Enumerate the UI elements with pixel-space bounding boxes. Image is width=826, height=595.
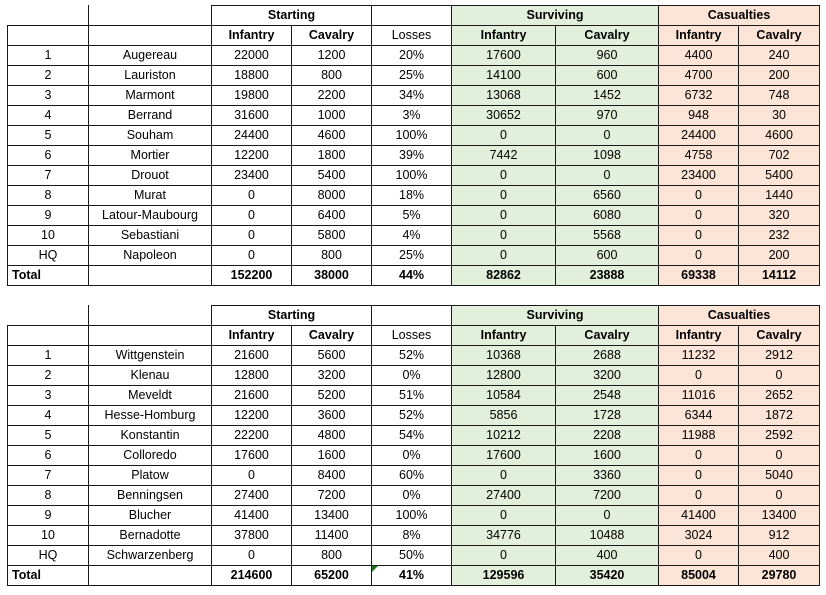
surviving-cavalry: 6080 [556,206,659,226]
allied-corps-table [7,305,820,586]
casualties-cavalry: 1872 [739,406,820,426]
header-surviving-cavalry: Cavalry [556,326,659,346]
starting-infantry: 12800 [212,366,292,386]
starting-cavalry: 8000 [292,186,372,206]
losses-percent: 50% [372,546,452,566]
total-label: Total [8,266,89,286]
losses-percent: 8% [372,526,452,546]
header-blank-name [89,306,212,326]
casualties-infantry: 0 [659,186,739,206]
losses-percent: 52% [372,406,452,426]
surviving-infantry: 0 [452,206,556,226]
starting-infantry: 18800 [212,66,292,86]
corps-id: 10 [8,526,89,546]
losses-percent: 4% [372,226,452,246]
casualties-infantry: 4700 [659,66,739,86]
commander-name: Platow [89,466,212,486]
header-blank-id [8,6,89,26]
casualties-cavalry: 200 [739,66,820,86]
table-row [8,66,820,86]
casualties-infantry: 0 [659,446,739,466]
table-row [8,246,820,266]
surviving-infantry: 10212 [452,426,556,446]
total-blank-name [89,266,212,286]
casualties-cavalry: 748 [739,86,820,106]
total-losses-percent: 41% [372,566,452,586]
casualties-cavalry: 2592 [739,426,820,446]
header-group-row [8,6,820,26]
starting-infantry: 0 [212,226,292,246]
starting-cavalry: 800 [292,246,372,266]
commander-name: Hesse-Homburg [89,406,212,426]
surviving-cavalry: 1098 [556,146,659,166]
table-row [8,366,820,386]
corps-id: 2 [8,366,89,386]
table-row [8,386,820,406]
surviving-cavalry: 5568 [556,226,659,246]
starting-cavalry: 4800 [292,426,372,446]
table-row [8,86,820,106]
surviving-infantry: 0 [452,226,556,246]
losses-percent: 60% [372,466,452,486]
starting-cavalry: 13400 [292,506,372,526]
starting-cavalry: 7200 [292,486,372,506]
corps-id: 2 [8,66,89,86]
total-starting-infantry: 214600 [212,566,292,586]
casualties-cavalry: 400 [739,546,820,566]
starting-cavalry: 800 [292,546,372,566]
starting-cavalry: 1000 [292,106,372,126]
commander-name: Mortier [89,146,212,166]
header-surviving: Surviving [452,306,659,326]
casualties-infantry: 0 [659,206,739,226]
losses-percent: 0% [372,486,452,506]
starting-infantry: 37800 [212,526,292,546]
starting-infantry: 27400 [212,486,292,506]
losses-percent: 5% [372,206,452,226]
starting-infantry: 21600 [212,346,292,366]
casualties-cavalry: 0 [739,486,820,506]
surviving-infantry: 14100 [452,66,556,86]
total-casualties-cavalry: 29780 [739,566,820,586]
casualties-infantry: 6344 [659,406,739,426]
commander-name: Meveldt [89,386,212,406]
table-row [8,126,820,146]
total-surviving-cavalry: 23888 [556,266,659,286]
commander-name: Augereau [89,46,212,66]
casualties-infantry: 0 [659,226,739,246]
total-blank-name [89,566,212,586]
total-casualties-infantry: 85004 [659,566,739,586]
casualties-infantry: 3024 [659,526,739,546]
casualties-cavalry: 13400 [739,506,820,526]
header-surviving: Surviving [452,6,659,26]
table-row [8,166,820,186]
corps-id: 5 [8,126,89,146]
commander-name: Klenau [89,366,212,386]
table-row [8,486,820,506]
casualties-cavalry: 1440 [739,186,820,206]
casualties-cavalry: 0 [739,446,820,466]
casualties-cavalry: 4600 [739,126,820,146]
starting-cavalry: 3200 [292,366,372,386]
surviving-infantry: 0 [452,126,556,146]
corps-id: 1 [8,346,89,366]
casualties-infantry: 41400 [659,506,739,526]
surviving-cavalry: 600 [556,66,659,86]
surviving-cavalry: 7200 [556,486,659,506]
corps-id: 7 [8,166,89,186]
corps-id: 1 [8,46,89,66]
corps-id: 8 [8,486,89,506]
corps-id: 4 [8,106,89,126]
casualties-infantry: 24400 [659,126,739,146]
header-surviving-infantry: Infantry [452,26,556,46]
casualties-infantry: 0 [659,466,739,486]
total-losses-percent: 44% [372,266,452,286]
commander-name: Schwarzenberg [89,546,212,566]
corps-id: 6 [8,446,89,466]
table-row [8,146,820,166]
surviving-infantry: 0 [452,546,556,566]
corps-id: 9 [8,206,89,226]
header-losses: Losses [372,326,452,346]
surviving-infantry: 17600 [452,446,556,466]
casualties-infantry: 948 [659,106,739,126]
starting-infantry: 17600 [212,446,292,466]
total-starting-cavalry: 65200 [292,566,372,586]
casualties-infantry: 0 [659,246,739,266]
starting-cavalry: 5200 [292,386,372,406]
corps-id: 8 [8,186,89,206]
surviving-cavalry: 3360 [556,466,659,486]
commander-name: Benningsen [89,486,212,506]
surviving-cavalry: 1600 [556,446,659,466]
table-row [8,466,820,486]
surviving-infantry: 0 [452,166,556,186]
commander-name: Latour-Maubourg [89,206,212,226]
commander-name: Lauriston [89,66,212,86]
surviving-infantry: 0 [452,506,556,526]
starting-cavalry: 1200 [292,46,372,66]
header-blank-name [89,6,212,26]
corps-id: 7 [8,466,89,486]
casualties-cavalry: 2652 [739,386,820,406]
surviving-infantry: 0 [452,246,556,266]
starting-cavalry: 2200 [292,86,372,106]
surviving-infantry: 5856 [452,406,556,426]
commander-name: Murat [89,186,212,206]
starting-infantry: 22200 [212,426,292,446]
starting-cavalry: 1600 [292,446,372,466]
commander-name: Drouot [89,166,212,186]
surviving-infantry: 27400 [452,486,556,506]
surviving-cavalry: 0 [556,126,659,146]
header-losses: Losses [372,26,452,46]
table-row [8,446,820,466]
casualties-infantry: 11016 [659,386,739,406]
surviving-cavalry: 2548 [556,386,659,406]
starting-infantry: 19800 [212,86,292,106]
losses-percent: 0% [372,446,452,466]
total-row [8,266,820,286]
corps-id: 10 [8,226,89,246]
surviving-cavalry: 960 [556,46,659,66]
casualties-cavalry: 30 [739,106,820,126]
header-casualties: Casualties [659,6,820,26]
starting-infantry: 22000 [212,46,292,66]
losses-percent: 39% [372,146,452,166]
casualties-cavalry: 912 [739,526,820,546]
corps-id: 3 [8,386,89,406]
header-casualties-cavalry: Cavalry [739,26,820,46]
commander-name: Souham [89,126,212,146]
surviving-infantry: 17600 [452,46,556,66]
header-casualties-infantry: Infantry [659,326,739,346]
header-starting: Starting [212,306,372,326]
corps-id: 9 [8,506,89,526]
corps-id: 4 [8,406,89,426]
starting-infantry: 0 [212,546,292,566]
surviving-cavalry: 970 [556,106,659,126]
commander-name: Sebastiani [89,226,212,246]
surviving-infantry: 10368 [452,346,556,366]
casualties-infantry: 23400 [659,166,739,186]
surviving-infantry: 7442 [452,146,556,166]
starting-infantry: 23400 [212,166,292,186]
table-row [8,406,820,426]
starting-infantry: 31600 [212,106,292,126]
losses-percent: 100% [372,126,452,146]
surviving-infantry: 12800 [452,366,556,386]
header-starting-cavalry: Cavalry [292,326,372,346]
losses-percent: 0% [372,366,452,386]
header-starting-infantry: Infantry [212,326,292,346]
header-blank-losses [372,6,452,26]
header-starting-cavalry: Cavalry [292,26,372,46]
casualties-infantry: 0 [659,546,739,566]
losses-percent: 51% [372,386,452,406]
corps-id: HQ [8,246,89,266]
losses-percent: 100% [372,506,452,526]
casualties-infantry: 4758 [659,146,739,166]
table-row [8,506,820,526]
surviving-infantry: 30652 [452,106,556,126]
casualties-cavalry: 5400 [739,166,820,186]
surviving-cavalry: 3200 [556,366,659,386]
starting-infantry: 12200 [212,406,292,426]
table-row [8,546,820,566]
header-starting-infantry: Infantry [212,26,292,46]
header-surviving-infantry: Infantry [452,326,556,346]
casualties-cavalry: 320 [739,206,820,226]
starting-infantry: 41400 [212,506,292,526]
commander-name: Konstantin [89,426,212,446]
losses-percent: 52% [372,346,452,366]
casualties-cavalry: 2912 [739,346,820,366]
casualties-cavalry: 702 [739,146,820,166]
table-row [8,426,820,446]
header-blank-name-2 [89,326,212,346]
casualties-cavalry: 232 [739,226,820,246]
total-casualties-infantry: 69338 [659,266,739,286]
surviving-infantry: 13068 [452,86,556,106]
surviving-cavalry: 2688 [556,346,659,366]
commander-name: Wittgenstein [89,346,212,366]
casualties-infantry: 0 [659,366,739,386]
starting-cavalry: 4600 [292,126,372,146]
starting-infantry: 12200 [212,146,292,166]
casualties-infantry: 11232 [659,346,739,366]
starting-infantry: 0 [212,466,292,486]
starting-cavalry: 5800 [292,226,372,246]
starting-infantry: 24400 [212,126,292,146]
starting-infantry: 0 [212,246,292,266]
surviving-infantry: 0 [452,466,556,486]
table-row [8,206,820,226]
losses-percent: 100% [372,166,452,186]
losses-percent: 34% [372,86,452,106]
header-blank-id-2 [8,26,89,46]
losses-percent: 18% [372,186,452,206]
header-casualties: Casualties [659,306,820,326]
header-casualties-infantry: Infantry [659,26,739,46]
casualties-cavalry: 0 [739,366,820,386]
surviving-cavalry: 2208 [556,426,659,446]
starting-infantry: 0 [212,186,292,206]
casualties-cavalry: 5040 [739,466,820,486]
commander-name: Marmont [89,86,212,106]
table-row [8,46,820,66]
casualties-infantry: 6732 [659,86,739,106]
commander-name: Bernadotte [89,526,212,546]
header-blank-losses [372,306,452,326]
table-row [8,186,820,206]
commander-name: Napoleon [89,246,212,266]
starting-cavalry: 800 [292,66,372,86]
table-row [8,226,820,246]
surviving-infantry: 0 [452,186,556,206]
starting-infantry: 0 [212,206,292,226]
casualties-cavalry: 240 [739,46,820,66]
surviving-cavalry: 1452 [556,86,659,106]
surviving-cavalry: 0 [556,506,659,526]
starting-cavalry: 5400 [292,166,372,186]
starting-cavalry: 6400 [292,206,372,226]
total-starting-cavalry: 38000 [292,266,372,286]
surviving-cavalry: 600 [556,246,659,266]
corps-id: 5 [8,426,89,446]
losses-percent: 20% [372,46,452,66]
table-row [8,526,820,546]
header-blank-name-2 [89,26,212,46]
casualties-infantry: 4400 [659,46,739,66]
total-casualties-cavalry: 14112 [739,266,820,286]
starting-cavalry: 8400 [292,466,372,486]
starting-cavalry: 5600 [292,346,372,366]
header-surviving-cavalry: Cavalry [556,26,659,46]
header-column-row [8,26,820,46]
surviving-cavalry: 400 [556,546,659,566]
table-row [8,346,820,366]
surviving-cavalry: 0 [556,166,659,186]
losses-percent: 25% [372,246,452,266]
french-corps-table [7,5,820,286]
commander-name: Blucher [89,506,212,526]
surviving-infantry: 34776 [452,526,556,546]
header-group-row [8,306,820,326]
total-surviving-infantry: 129596 [452,566,556,586]
total-starting-infantry: 152200 [212,266,292,286]
starting-cavalry: 1800 [292,146,372,166]
starting-cavalry: 3600 [292,406,372,426]
header-starting: Starting [212,6,372,26]
table-row [8,106,820,126]
header-column-row [8,326,820,346]
total-label: Total [8,566,89,586]
surviving-infantry: 10584 [452,386,556,406]
commander-name: Colloredo [89,446,212,466]
losses-percent: 54% [372,426,452,446]
surviving-cavalry: 1728 [556,406,659,426]
total-surviving-cavalry: 35420 [556,566,659,586]
corps-id: 3 [8,86,89,106]
surviving-cavalry: 10488 [556,526,659,546]
casualties-cavalry: 200 [739,246,820,266]
header-casualties-cavalry: Cavalry [739,326,820,346]
casualties-infantry: 0 [659,486,739,506]
corps-id: HQ [8,546,89,566]
starting-cavalry: 11400 [292,526,372,546]
casualties-infantry: 11988 [659,426,739,446]
corps-id: 6 [8,146,89,166]
surviving-cavalry: 6560 [556,186,659,206]
header-blank-id-2 [8,326,89,346]
header-blank-id [8,306,89,326]
losses-percent: 3% [372,106,452,126]
total-row [8,566,820,586]
losses-percent: 25% [372,66,452,86]
commander-name: Berrand [89,106,212,126]
total-surviving-infantry: 82862 [452,266,556,286]
starting-infantry: 21600 [212,386,292,406]
